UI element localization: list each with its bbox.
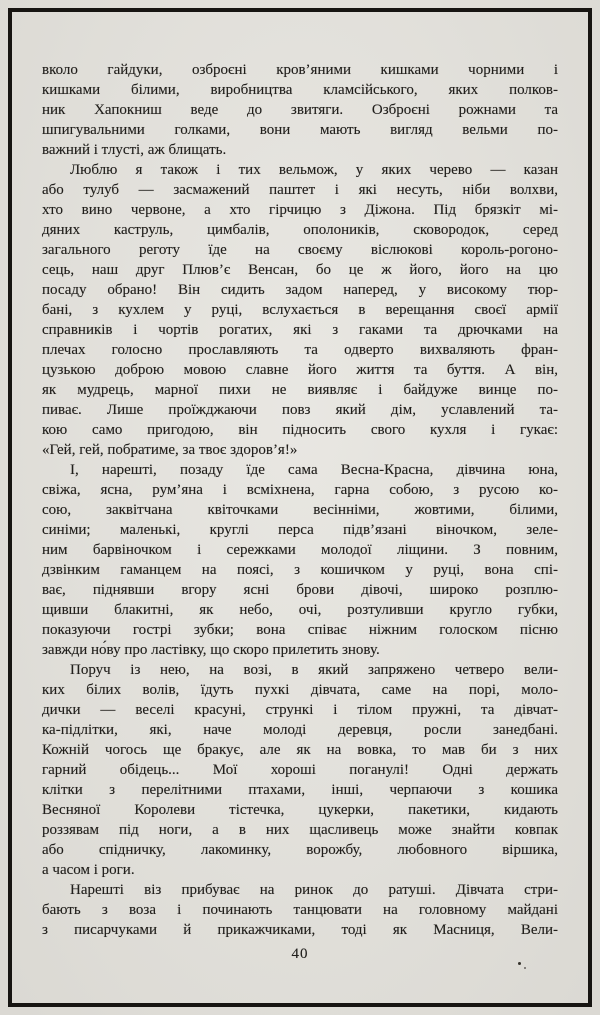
scan-speck (524, 967, 526, 969)
text-line: як мудрець, марної пихи не виявляє і байдуже винце по- (42, 382, 558, 398)
text-line: цузькою доброю мовою славне його життя та буття. А він, (42, 362, 558, 378)
text-line: кою само пригодою, він підносить свого кухля і гукає: (42, 422, 558, 438)
text-line: І, нарешті, позаду їде сама Весна-Красна, дівчина юна, (70, 462, 558, 478)
text-line: сою, заквітчана квіточками весінніми, жовтими, білими, (42, 502, 558, 518)
text-line: щивши блакитні, як небо, очі, розтуливши кругло губки, (42, 602, 558, 618)
text-line: дзвінким гаманцем на поясі, з кошичком у руці, вона спі- (42, 562, 558, 578)
text-line: Люблю я також і тих вельмож, у яких черево — казан (70, 162, 558, 178)
text-line: а часом і роги. (42, 862, 135, 878)
text-line: синіми; маленькі, круглі перса підв’язані віночком, зеле- (42, 522, 558, 538)
text-block (42, 60, 558, 940)
text-line: свіжа, ясна, рум’яна і всміхнена, гарна собою, з русою ко- (42, 482, 558, 498)
text-line: справників і чортів рогатих, які з гаками та дрючками на (42, 322, 558, 338)
page-number: 40 (291, 946, 309, 962)
text-line: вколо гайдуки, озброєні кров’яними кишками чорними і (42, 62, 558, 78)
text-line: дяних каструль, цимбалів, ополоників, сковородок, серед (42, 222, 558, 238)
text-line: показуючи гострі зубки; вона співає ніжним голоском пісню (42, 622, 558, 638)
text-line: пиває. Лише проїжджаючи повз який дім, уславлений та- (42, 402, 558, 418)
text-line: ка-підлітки, які, наче молоді деревця, росли занедбані. (42, 722, 558, 738)
text-line: хто вино червоне, а хто гірчицю з Діжона. Під брязкіт мі- (42, 202, 558, 218)
text-line: бають з воза і починають танцювати на головному майдані (42, 902, 558, 918)
text-line: кишками білими, виробництва кламсійського, яких полков- (42, 82, 558, 98)
text-line: посаду обрано! Він сидить задом наперед, у високому тюр- (42, 282, 558, 298)
text-line: завжди но́ву про ластівку, що скоро прилетить знову. (42, 642, 380, 658)
text-line: клітки з перелітними птахами, інші, черпаючи з кошика (42, 782, 558, 798)
text-line: шпигувальними голками, вони мають вигляд вельми по- (42, 122, 558, 138)
scan-speck (518, 962, 521, 965)
text-line: Нарешті віз прибуває на ринок до ратуші. Дівчата стри- (70, 882, 558, 898)
text-line: або спідничку, лакоминку, ворожбу, любовного віршика, (42, 842, 558, 858)
text-line: «Гей, гей, побратиме, за твоє здоров’я!» (42, 442, 298, 458)
text-line: гарний обідець... Мої хороші поганулі! Одні держать (42, 762, 558, 778)
text-line: сець, наш друг Плюв’є Венсан, бо це ж його, його на цю (42, 262, 558, 278)
text-line: важний і тлусті, аж блищать. (42, 142, 227, 158)
text-line: з писарчуками й прикажчиками, тоді як Масниця, Вели- (42, 922, 558, 938)
text-line: Весняної Королеви тістечка, цукерки, пакетики, кидають (42, 802, 558, 818)
text-line: бані, з кухлем у руці, вслухається в верещання своєї армії (42, 302, 558, 318)
text-line: ває, піднявши вгору ясні брови дівочі, широко розплю- (42, 582, 558, 598)
text-line: дички — веселі красуні, стрункі і тілом пружні, та дівчат- (42, 702, 558, 718)
text-line: ник Хапокниш веде до звитяги. Озброєні рожнами та (42, 102, 558, 118)
text-line: плечах голосно прославляють та одверто вихваляють фран- (42, 342, 558, 358)
text-line: Кожній чогось ще бракує, але як на вовка, то мав би з них (42, 742, 558, 758)
text-line: роззявам під ноги, а в них щасливець може знайти ковпак (42, 822, 558, 838)
text-line: загального реготу їде на своєму віслюкові король-рогоно- (42, 242, 558, 258)
text-line: Поруч із нею, на возі, в який запряжено четверо вели- (70, 662, 558, 678)
text-line: ним барвіночком і сережками молодої ліщини. З повним, (42, 542, 558, 558)
text-line: або тулуб — засмажений паштет і які несуть, ніби волхви, (42, 182, 558, 198)
text-line: ких білих волів, їдуть пухкі дівчата, саме на порі, моло- (42, 682, 558, 698)
page-border-frame (8, 8, 592, 1007)
